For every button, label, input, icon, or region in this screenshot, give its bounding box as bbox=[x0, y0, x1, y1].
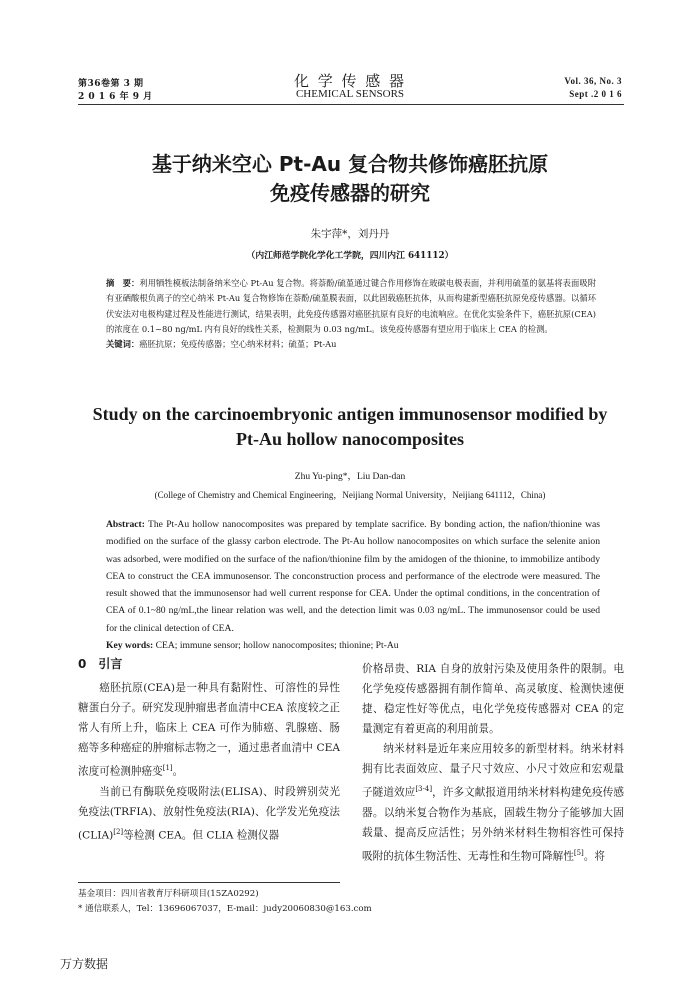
citation-5: [5] bbox=[573, 848, 584, 857]
intro-paragraph-3: 纳米材料是近年来应用较多的新型材料。纳米材料拥有比表面效应、量子尺寸效应、小尺寸效应和宏观量子隧道效应[3-4]，许多文献报道用纳米材料构建免疫传感器。以纳米复合物作为基底，固载生物分子能够加大固载量、提高反应活性；另外纳米材料生物相容性可保持吸附的抗体生物活性、无毒性和生物可降解性[5]。将 bbox=[362, 743, 625, 863]
paper-title-cn-line2: 免疫传感器的研究 bbox=[270, 181, 430, 205]
abstract-en bbox=[106, 516, 600, 654]
abstract-cn-text: 利用牺牲模板法制备纳米空心 Pt-Au 复合物。将萘酚/硫堇通过键合作用修饰在玻碳电极表面，并利用硫堇的氨基将表面吸附有亚硒酸根负离子的空心纳米 Pt-Au 复合物修饰在萘酚/硫堇膜表面，以此固载癌胚抗体，从而构建新型癌胚抗原免疫传感器。以循环伏安法对电极构建过程及性能进行测试，结果表明，此免疫传感器对癌胚抗原有良好的电流响应。在优化实验条件下，癌胚抗原(CEA)的浓度在 0.1~80 ng/mL 内有良好的线性关系，检测限为 0.03 ng/mL。该免疫传感器有望应用于临床上 CEA 的检测。 bbox=[106, 278, 596, 334]
authors-cn: 朱宇萍*，刘丹丹 bbox=[310, 228, 390, 240]
footnote-fund: 基金项目：四川省教育厅科研项目(15ZA0292) bbox=[78, 889, 259, 899]
abstract-cn bbox=[106, 276, 596, 352]
citation-1: [1] bbox=[162, 764, 173, 772]
abstract-cn-label: 摘 要： bbox=[106, 278, 140, 288]
intro-paragraph-1: 癌胚抗原(CEA)是一种具有黏附性、可溶性的异性糖蛋白分子。研究发现肿瘤患者血清中CEA 浓度较之正常人有所上升，临床上 CEA 可作为肺癌、乳腺癌、肠癌等多种癌症的肿瘤标志物之一，通过患者血清中 CEA 浓度可检测肿癌变[1]。 bbox=[78, 682, 340, 778]
paper-title-cn bbox=[60, 150, 640, 208]
date-cn: 2 0 1 6 年 9 月 bbox=[78, 92, 153, 102]
journal-title-cn: 化 学 传 感 器 bbox=[293, 72, 407, 90]
abstract-en-text: The Pt-Au hollow nanocomposites was prepared by template sacrifice. By bonding action, the nafion/thionine was modified on the surface of the glassy carbon electrode. The Pt-Au hollow nanocomposites on which surface the selenite anion was adsorbed, were modified on the surface of the nafion/thionine film by the amidogen of the thionine, to immobilize antibody CEA to construct the CEA immunosensor. The conconstruction process and performance of the electrode were measured. The result showed that the immunosensor had well current response for CEA. Under the optimal conditions, in the concentration of CEA of 0.1~80 ng/mL,the linear relation was well, and the detection limit was 0.03 ng/mL. The immunosensor could be used for the clinical detection of CEA. bbox=[106, 519, 600, 634]
footnote-rule bbox=[78, 882, 340, 883]
journal-title-en: CHEMICAL SENSORS bbox=[295, 88, 405, 100]
paper-title-en-line1: Study on the carcinoembryonic antigen immunosensor modified by bbox=[92, 404, 608, 424]
wanfang-watermark: 万方数据 bbox=[60, 957, 109, 971]
body-right-column bbox=[362, 659, 624, 866]
abstract-en-label: Abstract: bbox=[106, 519, 145, 530]
paper-title-en bbox=[60, 402, 640, 452]
body-left-column bbox=[78, 652, 340, 845]
intro-paragraph-2-cont: 价格昂贵、RIA 自身的放射污染及使用条件的限制。电化学免疫传感器拥有制作简单、高灵敏度、检测快速便捷、稳定性好等优点，电化学免疫传感器对 CEA 的定量测定有着更高的利用前景。 bbox=[362, 663, 624, 735]
keywords-cn: 癌胚抗原；免疫传感器；空心纳米材料；硫堇；Pt-Au bbox=[139, 339, 337, 350]
citation-3-4: [3-4] bbox=[415, 785, 433, 793]
affiliation-en: (College of Chemistry and Chemical Engineering，Neijiang Normal University，Neijiang 641112，China) bbox=[154, 490, 546, 500]
paper-title-en-line2: Pt-Au hollow nanocomposites bbox=[235, 429, 464, 449]
header-rule bbox=[78, 104, 624, 105]
footnote-contact: * 通信联系人，Tel：13696067037，E-mail：judy20060830@163.com bbox=[78, 904, 372, 914]
keywords-cn-label: 关键词： bbox=[106, 339, 140, 350]
keywords-en-label: Key words: bbox=[106, 640, 154, 652]
volume-issue-cn: 第36卷第 3 期 bbox=[78, 79, 144, 89]
affiliation-cn: （内江师范学院化学化工学院，四川内江 641112） bbox=[246, 251, 454, 261]
citation-2: [2] bbox=[113, 827, 124, 836]
intro-paragraph-2: 当前已有酶联免疫吸附法(ELISA)、时段辨别荧光免疫法(TRFIA)、放射性免疫法(RIA)、化学发光免疫法(CLIA)[2]等检测 CEA。但 CLIA 检测仪器 bbox=[78, 785, 340, 842]
date-en: Sept .2 0 1 6 bbox=[569, 89, 622, 99]
paper-title-cn-line1: 基于纳米空心 Pt-Au 复合物共修饰癌胚抗原 bbox=[151, 152, 549, 176]
authors-en: Zhu Yu-ping*，Liu Dan-dan bbox=[294, 472, 406, 482]
section-heading-introduction: 0 引言 bbox=[78, 657, 123, 671]
keywords-en: CEA; immune sensor; hollow nanocomposites; thionine; Pt-Au bbox=[155, 640, 399, 652]
volume-issue-en: Vol. 36, No. 3 bbox=[564, 76, 622, 86]
